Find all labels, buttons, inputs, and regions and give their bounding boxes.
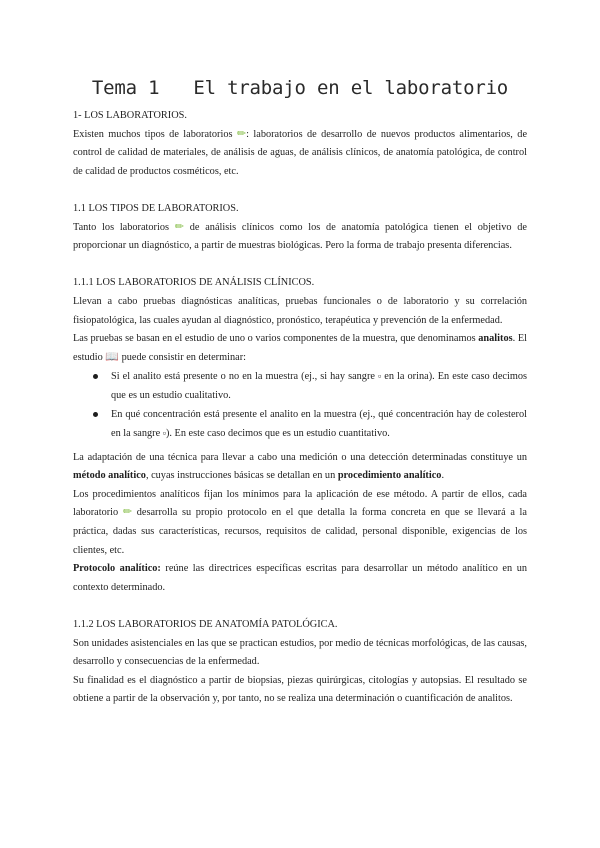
- paragraph-unidades-asistenciales: Son unidades asistenciales en las que se practican estudios, por medio de técnicas morfológicas, de las causas, desarrollo y consecuencias de la enfermedad.: [73, 637, 527, 668]
- pencil-icon: ✏: [236, 127, 247, 140]
- heading-tipos-laboratorios: 1.1 LOS TIPOS DE LABORATORIOS.: [73, 202, 239, 214]
- bullet-list: [73, 367, 527, 443]
- pencil-icon: ✏: [122, 506, 133, 519]
- paragraph-procedimientos: Los procedimientos analíticos fijan los mínimos para la aplicación de ese método. A partir de ellos, cada laboratorio ✏ desarrolla su propio protocolo en el que detalla la forma concreta en que se llevará a la práctica, dadas sus características, recursos, requisitos de calidad, personal disponible, exigencias de los clientes, etc.: [73, 488, 527, 556]
- paragraph-pruebas-diagnosticas: Llevan a cabo pruebas diagnósticas analíticas, pruebas funcionales o de laboratorio y su correlación fisiopatológica, las cuales ayudan al diagnóstico, pronóstico, terapéutica y prevención de la enfermedad.: [73, 295, 527, 326]
- title-subject: El trabajo en el laboratorio: [193, 77, 509, 99]
- book-icon: 📖: [105, 350, 120, 363]
- heading-laboratorios: 1- LOS LABORATORIOS.: [73, 110, 187, 121]
- heading-anatomia-patologica: 1.1.2 LOS LABORATORIOS DE ANATOMÍA PATOLÓGICA.: [73, 619, 338, 631]
- list-item: En qué concentración está presente el analito en la muestra (ej., qué concentración hay de colesterol en la sangre ▫). En este caso decimos que es un estudio cuantitativo.: [111, 406, 527, 444]
- term-analitos: analitos: [478, 333, 513, 345]
- paragraph-tipos-laboratorios: Existen muchos tipos de laboratorios ✏: laboratorios de desarrollo de nuevos productos alimentarios, de control de calidad de materiales, de análisis de aguas, de análisis clínicos, de anatomía patológica, de control de calidad de productos cosméticos, etc.: [73, 127, 528, 177]
- paragraph-finalidad: Su finalidad es el diagnóstico a partir de biopsias, piezas quirúrgicas, citologías y autopsias. El resultado se obtiene a partir de la observación y, por tanto, no se realiza una determinación o cuantificación de analitos.: [73, 674, 527, 705]
- paragraph-protocolo-analitico: Protocolo analítico: reúne las directrices específicas escritas para desarrollar un método analítico en un contexto determinado.: [73, 563, 527, 593]
- document-body: [73, 107, 527, 709]
- page-title: [0, 76, 600, 100]
- heading-analisis-clinicos: 1.1.1 LOS LABORATORIOS DE ANÁLISIS CLÍNICOS.: [73, 277, 315, 289]
- title-tema: Tema 1: [91, 77, 160, 99]
- blood-drop-icon: ▫: [162, 428, 166, 439]
- term-procedimiento-analitico: procedimiento analítico: [337, 470, 442, 482]
- pencil-icon: ✏: [174, 220, 184, 233]
- paragraph-analitos: Las pruebas se basan en el estudio de uno o varios componentes de la muestra, que denominamos analitos. El estudio 📖 puede consistir en determinar:: [73, 333, 527, 363]
- term-metodo-analitico: método analítico: [73, 470, 146, 482]
- term-protocolo-analitico: Protocolo analítico:: [73, 563, 161, 575]
- paragraph-objetivo-diagnostico: Tanto los laboratorios ✏ de análisis clínicos como los de anatomía patológica tienen el objetivo de proporcionar un diagnóstico, a partir de muestras biológicas. Pero la forma de trabajo presenta diferencias.: [73, 220, 527, 252]
- list-item: Si el analito está presente o no en la muestra (ej., si hay sangre ▫ en la orina). En este caso decimos que es un estudio cualitativo.: [111, 367, 527, 405]
- blood-drop-icon: ▫: [378, 371, 382, 382]
- paragraph-metodo-analitico: La adaptación de una técnica para llevar a cabo una medición o una detección determinadas constituye un método analítico, cuyas instrucciones básicas se detallan en un procedimiento analítico.: [73, 451, 527, 482]
